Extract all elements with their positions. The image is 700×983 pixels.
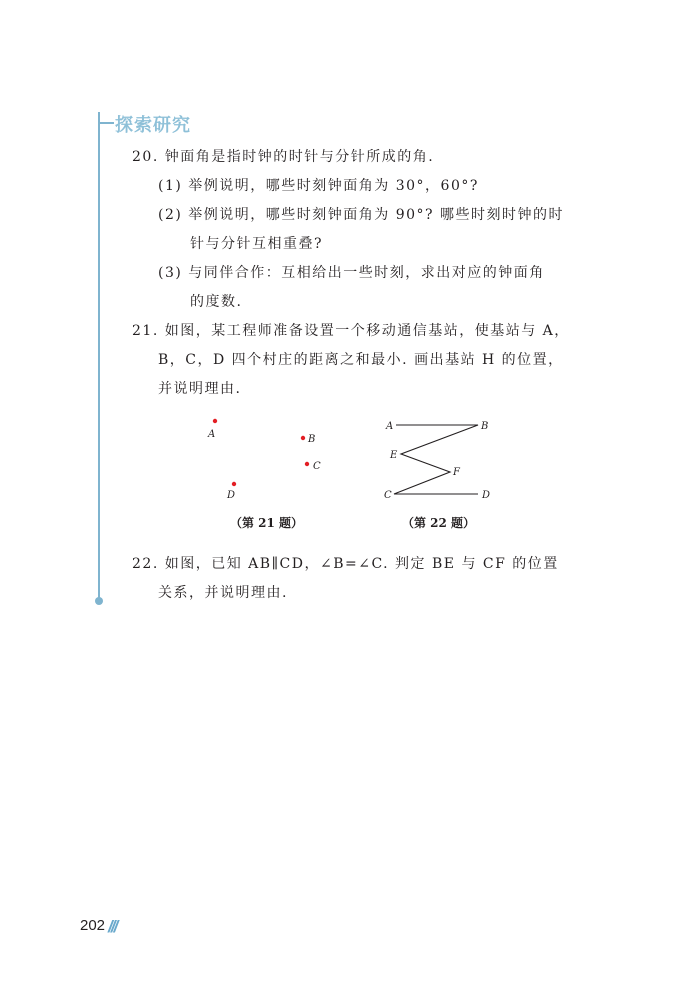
page-number-decoration: /// [108, 917, 117, 936]
figure-22 [380, 412, 500, 504]
label-a: A [208, 429, 216, 440]
point-a [213, 419, 217, 423]
problem-21-line1: 21. 如图，某工程师准备设置一个移动通信基站，使基站与 A， [132, 323, 570, 339]
label-d: D [482, 490, 491, 501]
label-b: B [481, 421, 489, 432]
point-d [232, 482, 236, 486]
label-b: B [308, 434, 316, 445]
problem-20-q3-line1: (3) 与同伴合作：互相给出一些时刻，求出对应的钟面角 [158, 265, 545, 281]
label-c: C [384, 490, 392, 501]
sidebar-accent-line [98, 112, 100, 600]
sidebar-accent-dot [95, 597, 103, 605]
problem-21-line2: B，C，D 四个村庄的距离之和最小. 画出基站 H 的位置， [158, 352, 564, 368]
point-c [305, 462, 309, 466]
problem-20-q2-line1: (2) 举例说明，哪些时刻钟面角为 90°? 哪些时刻时钟的时 [158, 207, 565, 223]
label-c: C [313, 461, 321, 472]
figure-22-caption: （第 22 题） [402, 516, 476, 530]
label-d: D [227, 490, 236, 501]
problem-20-q3-line2: 的度数. [190, 294, 243, 310]
problem-22-line2: 关系，并说明理由. [158, 585, 288, 601]
figure-21-caption: （第 21 题） [230, 516, 304, 530]
label-e: E [390, 450, 398, 461]
problem-20-q2-line2: 针与分针互相重叠? [190, 236, 324, 252]
problem-21-line3: 并说明理由. [158, 381, 242, 397]
figure-21 [195, 412, 335, 504]
zigzag-path [394, 425, 478, 494]
heading-tick [98, 122, 114, 124]
section-title: 探索研究 [115, 115, 191, 136]
problem-22-line1: 22. 如图，已知 AB∥CD，∠B=∠C. 判定 BE 与 CF 的位置 [132, 556, 559, 572]
label-a: A [386, 421, 394, 432]
problem-20-stem: 20. 钟面角是指时钟的时针与分针所成的角. [132, 149, 435, 165]
label-f: F [453, 467, 460, 478]
page-number: 202 [80, 917, 106, 934]
point-b [301, 436, 305, 440]
problem-20-q1: (1) 举例说明，哪些时刻钟面角为 30°，60°? [158, 178, 479, 194]
